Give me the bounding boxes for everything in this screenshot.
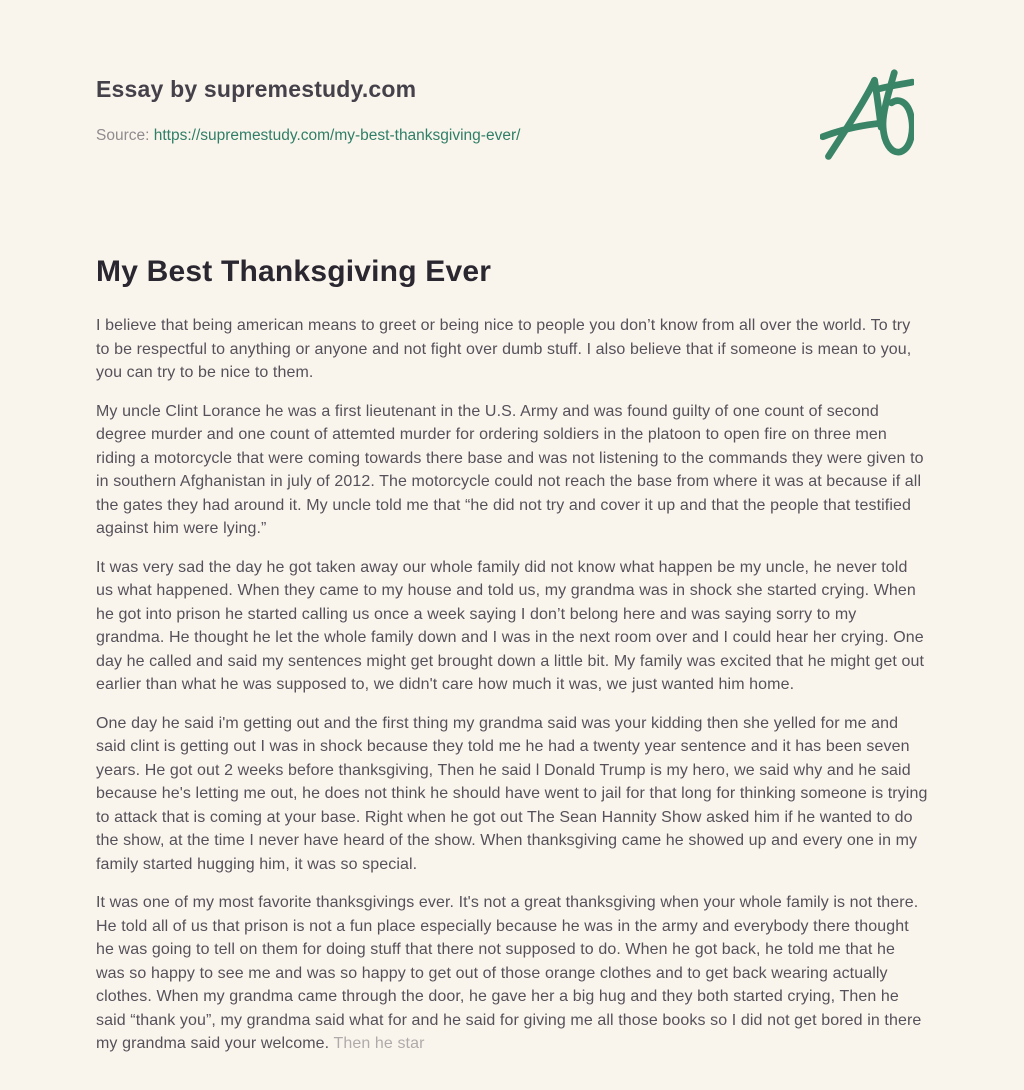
byline-heading: Essay by supremestudy.com <box>96 76 417 102</box>
essay-body <box>96 314 928 876</box>
source-label: Source: <box>96 127 150 144</box>
source-row <box>96 127 928 145</box>
last-paragraph-text: It was one of my most favorite thanksgivings ever. It's not a great thanksgiving when your whole family is not there. He told all of us that prison is not a fun place especially because he was in the army and everybody there thought he was going to tell on them for doing stuff that there not supposed to do. When he got back, he told me that he was so happy to see me and was so happy to get out of those orange clothes and to get back wearing actually clothes. When my grandma came through the door, he gave her a big hug and they both started crying, Then he said “thank you”, my grandma said what for and he said for giving me all those books so I did not get bored in there my grandma said your welcome. <box>96 894 922 1052</box>
essay-title: My Best Thanksgiving Ever <box>96 255 492 288</box>
essay-paragraph-last <box>96 891 928 1056</box>
truncated-fading-text: Then he star <box>333 1035 425 1052</box>
essay-paragraph: I believe that being american means to greet or being nice to people you don’t know from all over the world. To try to be respectful to anything or anyone and not fight over dumb stuff. I also believe that if someone is mean to you, you can try to be nice to them. <box>96 317 912 381</box>
essay-paragraph: One day he said i'm getting out and the first thing my grandma said was your kidding then she yelled for me and said clint is getting out I was in shock because they told me he had a twenty year sentence and it has been seven years. He got out 2 weeks before thanksgiving, Then he said l Donald Trump is my hero, we said why and he said because he's letting me out, he does not think he should have went to jail for that long for thinking someone is trying to attack that is coming at your base. Right when he got out The Sean Hannity Show asked him if he wanted to do the show, at the time I never have heard of the show. When thanksgiving came he showed up and every one in my family started hugging him, it was so special. <box>96 714 928 873</box>
essay-paragraph: My uncle Clint Lorance he was a first lieutenant in the U.S. Army and was found guilty of one count of second degree murder and one count of attemted murder for ordering soldiers in the platoon to open fire on three men riding a motorcycle that were coming towards there base and was not listening to the commands they were given to in southern Afghanistan in july of 2012. The motorcycle could not reach the base from where it was at because if all the gates they had around it. My uncle told me that “he did not try and cover it up and that the people that testified against him were lying.” <box>96 402 924 537</box>
a-plus-logo-icon <box>820 68 914 164</box>
essay-paragraph: It was very sad the day he got taken away our whole family did not know what happen be my uncle, he never told us what happened. When they came to my house and told us, my grandma was in shock she started crying. When he got into prison he started calling us once a week saying I don’t belong here and was saying sorry to my grandma. He thought he let the whole family down and I was in the next room over and I could hear her crying. One day he called and said my sentences might get brought down a little bit. My family was excited that he might get out earlier than what he was supposed to, we didn't care how much it was, we just wanted him home. <box>96 558 925 693</box>
source-link[interactable]: https://supremestudy.com/my-best-thanksgiving-ever/ <box>153 127 521 144</box>
